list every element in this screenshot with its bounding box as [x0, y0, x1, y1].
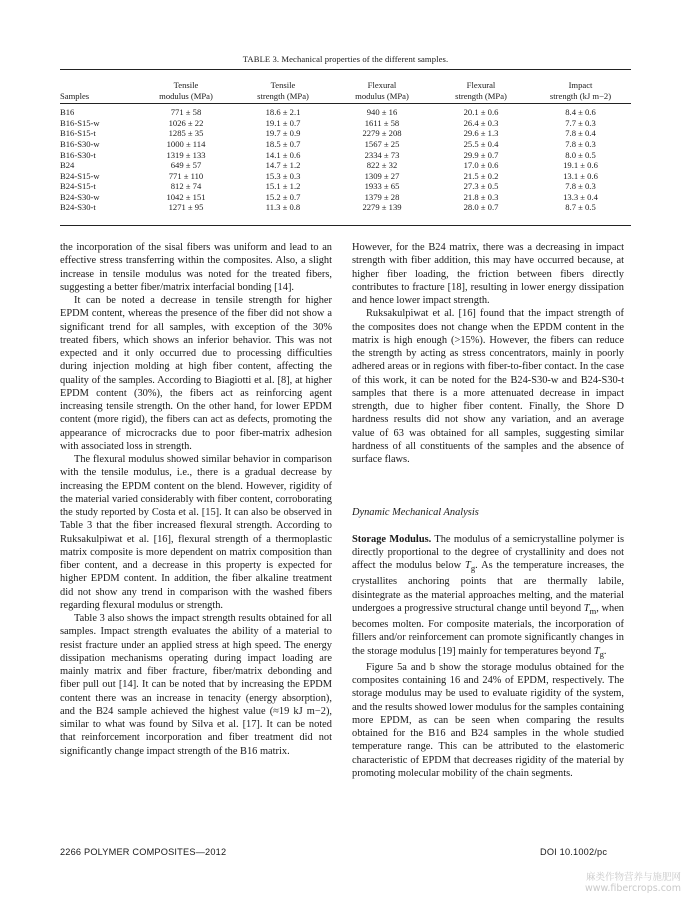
value-cell: 1319 ± 133: [166, 149, 206, 160]
sample-name-cell: B16-S15-w: [60, 117, 100, 128]
table-row: [60, 192, 631, 203]
table-row: [60, 118, 631, 129]
value-cell: 27.3 ± 0.5: [463, 181, 499, 192]
paragraph: Ruksakulpiwat et al. [16] found that the impact strength of the composites does not change when the EPDM content in the matrix is high enough (>15%). However, the fibers can reduce the strength by acting as stress concentrators, mainly in poorly adhered areas or in regions with fiber-to-fiber contact. In the case of this work, it can be noted for the B24-S30-w and B24-S30-t samples that there is a more attenuated decrease in impact strength, due to higher fiber content. Finally, the Shore D hardness results did not show any variation, and an average value of 63 was obtained for all samples, suggesting similar hardness of all constituents of the samples and the absence of surface flaws.: [352, 308, 624, 465]
run-in-heading: Storage Modulus.: [352, 533, 432, 545]
symbol-T: T: [465, 560, 471, 571]
value-cell: 21.8 ± 0.3: [463, 191, 499, 202]
paragraph: the incorporation of the sisal fibers was uniform and lead to an effective stress transferring within the composites. Also, a slight increase in tensile modulus was noted for the treated fibers, suggesting a better fiber/matrix interfacial bonding [14].: [60, 242, 332, 293]
value-cell: 1567 ± 25: [364, 138, 400, 149]
value-cell: 15.3 ± 0.3: [265, 170, 301, 181]
subscript: m: [589, 605, 597, 616]
value-cell: 19.7 ± 0.9: [265, 128, 301, 139]
value-cell: 8.0 ± 0.5: [565, 149, 596, 160]
table-top-rule: [60, 69, 631, 70]
paragraph: It can be noted a decrease in tensile strength for higher EPDM content, whereas the presence of the fiber did not show a significant trend for all samples, with exception of the 30% treated fibers, which shows an inferior behavior. This was not expected and it only occurred due to processing difficulties during injection molding at high fiber content, affecting the quality of the samples. According to Biagiotti et al. [8], at higher EPDM content (30%), the fibers act as reinforcing agent increasing tensile strength. On the other hand, for lower EPDM content (more rigid), the fibers can act as defects, promoting the appearance of microcracks due to poor fiber-matrix adhesion with associated loss in strength.: [60, 295, 332, 452]
footer-page-info: 2266 POLYMER COMPOSITES—2012: [60, 847, 227, 857]
table-row: [60, 181, 631, 192]
value-cell: 8.7 ± 0.5: [565, 202, 596, 213]
symbol-T: T: [593, 645, 600, 657]
value-cell: 1309 ± 27: [364, 170, 400, 181]
table-header-row: [60, 74, 631, 101]
watermark-line: 麻类作物营养与施肥网: [585, 872, 681, 883]
paragraph: The flexural modulus showed similar behavior in comparison with the tensile modulus, i.e., there is a gradual decrease by increasing the EPDM content on the blend. However, rigidity of the material varied considerably with fiber content, corroborating the study reported by Costa et al. [15]. It can also be observed in Table 3 that the fiber increased flexural strength. According to Ruksakulpiwat et al. [16], flexural strength of a thermoplastic matrix composite is more dependent on matrix composition than fiber content, and a decrease in this property is expected for higher EPDM content. In addition, the fiber alkaline treatment did not show any trend in comparison with the washed fibers regarding flexural modulus or strength.: [60, 454, 332, 611]
right-text-column: [352, 241, 624, 780]
table-row: [60, 149, 631, 160]
paragraph: However, for the B24 matrix, there was a decreasing in impact strength with fiber addition, this may have occurred because, at higher fiber loading, the friction between fibers directly contributes to fracture [18], resulting in lower energy dissipation and hence lower impact strength.: [352, 242, 624, 306]
table-row: [60, 139, 631, 150]
table-body: [60, 101, 631, 213]
value-cell: 7.8 ± 0.4: [565, 128, 596, 139]
value-cell: 2279 ± 208: [362, 128, 402, 139]
value-cell: 771 ± 58: [170, 107, 202, 118]
value-cell: 11.3 ± 0.8: [265, 202, 301, 213]
mechanical-properties-table: [60, 74, 631, 213]
paragraph: Figure 5a and b show the storage modulus obtained for the composites containing 16 and 24% of EPDM, respectively. The storage modulus may be used to evaluate rigidity of the system, and the results showed lower modulus for the samples containing more EPDM, as can be seen when comparing the results obtained for the B16 and B24 samples in the whole studied temperature range. This can be attributed to the elastomeric characteristic of EPDM that decreases rigidity of the material by promoting molecular mobility of the chain segments.: [352, 661, 624, 779]
sample-name-cell: B16-S15-t: [60, 128, 96, 139]
sample-name-cell: B16: [60, 107, 75, 118]
paragraph-storage-modulus: [352, 533, 624, 661]
watermark-line: www.fibercrops.com: [584, 883, 681, 894]
table-row: [60, 171, 631, 182]
value-cell: 940 ± 16: [366, 107, 398, 118]
value-cell: 18.5 ± 0.7: [265, 138, 301, 149]
subscript: g: [470, 563, 476, 574]
text-run: .: [603, 645, 607, 657]
section-spacer: [352, 466, 624, 506]
header-flexural-modulus: Flexural modulus (MPa): [355, 80, 409, 101]
sample-name-cell: B24-S15-w: [60, 170, 100, 181]
value-cell: 812 ± 74: [170, 181, 202, 192]
paragraph: Table 3 also shows the impact strength results obtained for all samples. Impact strength evaluates the ability of a material to resist fracture under an applied stress at high speed. The energy dissipation mechanisms operating during impact loading are mainly matrix and fiber fracture, fiber/matrix debonding and fiber pull out [14]. It can be noted that by increasing the EPDM content there was an increase in tenacity (energy absorption), and the B24 sample achieved the highest value (≈19 kJ m−2), similar to what was found by Silva et al. [17]. It can be noted that reinforcement incorporation and fiber treatment did not significantly change impact strength of the B16 matrix.: [60, 613, 332, 757]
text-run: . As the temperature increases, the crystallites anchoring points that are thermally labile, disintegrate as the material approaches melting, and the material undergoes a progressive structural change until beyond: [352, 560, 624, 614]
sample-name-cell: B24: [60, 160, 75, 171]
value-cell: 20.1 ± 0.6: [463, 107, 499, 118]
header-samples: Samples: [60, 90, 90, 101]
value-cell: 17.0 ± 0.6: [463, 160, 499, 171]
sample-name-cell: B24-S30-t: [60, 202, 96, 213]
value-cell: 1026 ± 22: [168, 117, 204, 128]
table-row: [60, 101, 631, 118]
sample-name-cell: B16-S30-w: [60, 138, 100, 149]
header-flexural-strength: Flexural strength (MPa): [455, 80, 507, 101]
watermark: [553, 872, 681, 894]
section-heading: Dynamic Mechanical Analysis: [352, 507, 479, 519]
value-cell: 28.0 ± 0.7: [463, 202, 499, 213]
value-cell: 771 ± 110: [168, 170, 204, 181]
value-cell: 26.4 ± 0.3: [463, 117, 499, 128]
value-cell: 2279 ± 139: [362, 202, 402, 213]
value-cell: 8.4 ± 0.6: [565, 107, 596, 118]
footer-doi: DOI 10.1002/pc: [540, 847, 608, 857]
header-impact-strength: Impact strength (kJ m−2): [549, 80, 612, 101]
value-cell: 18.6 ± 2.1: [265, 107, 301, 118]
sample-name-cell: B16-S30-t: [60, 149, 96, 160]
value-cell: 1000 ± 114: [166, 138, 206, 149]
value-cell: 13.3 ± 0.4: [563, 191, 598, 202]
header-tensile-modulus: Tensile modulus (MPa): [159, 80, 213, 101]
value-cell: 822 ± 32: [366, 160, 398, 171]
value-cell: 19.1 ± 0.7: [265, 117, 301, 128]
text-run: , when becomes molten. For composite materials, the incorporation of fillers and/or reinforcement can promote significantly changes in the storage modulus [19] mainly for temperatures beyond: [352, 602, 625, 657]
value-cell: 7.8 ± 0.3: [565, 138, 596, 149]
sample-name-cell: B24-S30-w: [60, 191, 100, 202]
value-cell: 2334 ± 73: [364, 149, 400, 160]
table-caption: TABLE 3. Mechanical properties of the different samples.: [242, 54, 449, 64]
value-cell: 1042 ± 151: [166, 191, 206, 202]
value-cell: 14.1 ± 0.6: [265, 149, 301, 160]
value-cell: 14.7 ± 1.2: [265, 160, 301, 171]
value-cell: 29.9 ± 0.7: [463, 149, 499, 160]
table-row: [60, 160, 631, 171]
value-cell: 15.2 ± 0.7: [265, 191, 301, 202]
value-cell: 1933 ± 65: [364, 181, 400, 192]
value-cell: 1611 ± 58: [364, 117, 400, 128]
value-cell: 649 ± 57: [170, 160, 202, 171]
section-spacer: [352, 520, 624, 533]
value-cell: 29.6 ± 1.3: [463, 128, 499, 139]
value-cell: 15.1 ± 1.2: [265, 181, 301, 192]
value-cell: 1271 ± 95: [168, 202, 204, 213]
table-row: [60, 128, 631, 139]
table-row: [60, 202, 631, 213]
value-cell: 1285 ± 35: [168, 128, 204, 139]
value-cell: 25.5 ± 0.4: [463, 138, 499, 149]
text-run: The modulus of a semicrystalline polymer is directly proportional to the degree of crystallinity and does not affect the modulus below: [352, 533, 625, 571]
value-cell: 7.7 ± 0.3: [565, 117, 596, 128]
value-cell: 13.1 ± 0.6: [563, 170, 598, 181]
value-cell: 7.8 ± 0.3: [565, 181, 596, 192]
table-bottom-rule: [60, 225, 631, 226]
subscript: g: [599, 648, 604, 659]
value-cell: 19.1 ± 0.6: [563, 160, 598, 171]
value-cell: 1379 ± 28: [364, 191, 400, 202]
value-cell: 21.5 ± 0.2: [463, 170, 499, 181]
left-text-column: [60, 241, 332, 758]
symbol-T: T: [583, 602, 590, 614]
header-tensile-strength: Tensile strength (MPa): [257, 80, 309, 101]
sample-name-cell: B24-S15-t: [60, 181, 96, 192]
